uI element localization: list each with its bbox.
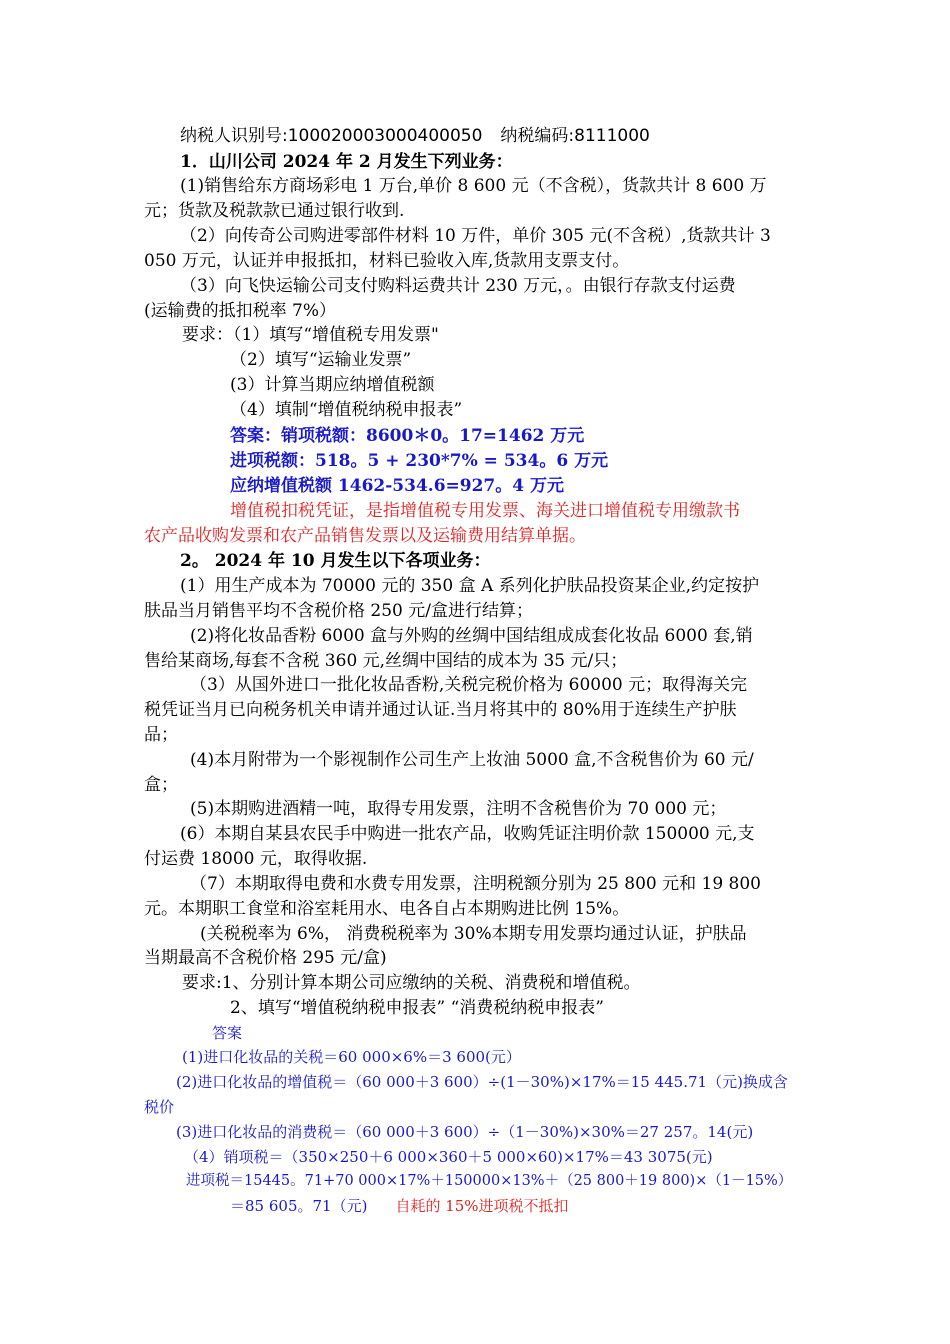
q2-title: 2。 2024 年 10 月发生以下各项业务：: [180, 551, 491, 571]
q2-item8-line2: 当期最高不含税价格 295 元/盒): [144, 948, 387, 968]
q1-item3-line1: （3）向飞快运输公司支付购料运费共计 230 万元，。由银行存款支付运费: [180, 276, 736, 296]
q2-answer-input-tax: 进项税＝15445。71+70 000×17%＋150000×13%＋（25 800＋19 800)×（1－15%）: [186, 1173, 793, 1189]
q2-requirement-2: 2、填写“增值税纳税申报表” “消费税纳税申报表”: [230, 998, 604, 1018]
q1-item1-line1: (1)销售给东方商场彩电 1 万台,单价 8 600 元（不含税），货款共计 8 600 万: [180, 176, 767, 196]
q2-answer-tariff: (1)进口化妆品的关税＝60 000×6%＝3 600(元）: [182, 1048, 521, 1066]
q2-item6-line2: 付运费 18000 元，取得收据.: [144, 849, 368, 869]
q2-answer-label: 答案: [212, 1024, 243, 1042]
q2-item3-line3: 品；: [144, 725, 178, 745]
q2-item4-line2: 盒；: [144, 775, 178, 795]
q2-answer-output-tax: （4）销项税＝（350×250＋6 000×360＋5 000×60)×17%＝43 3075(元): [184, 1148, 713, 1166]
q1-requirement-4: （4）填制“增值税纳税申报表”: [230, 400, 463, 420]
q2-answer-import-vat-line1: (2)进口化妆品的增值税＝（60 000＋3 600）÷(1－30%)×17%＝15 445.71（元)换成含: [176, 1073, 788, 1091]
q1-note-line2: 农产品收购发票和农产品销售发票以及运输费用结算单据。: [144, 526, 586, 546]
q2-item1-line2: 肤品当月销售平均不含税价格 250 元/盒进行结算；: [144, 601, 533, 621]
q1-requirement-2: （2）填写“运输业发票”: [230, 350, 412, 370]
q2-item7-line2: 元。本期职工食堂和浴室耗用水、电各自占本期购进比例 15%。: [144, 899, 630, 919]
q2-item1-line1: (1）用生产成本为 70000 元的 350 盒 A 系列化护肤品投资某企业,约定按护: [180, 576, 760, 596]
q2-item2-line1: (2)将化妆品香粉 6000 盒与外购的丝绸中国结组成成套化妆品 6000 套,销: [190, 626, 753, 646]
q2-answer-input-tax-result: ＝85 605。71（元): [230, 1197, 368, 1215]
q2-answer-input-tax-result-line: [230, 1195, 810, 1217]
q2-item5-line1: (5)本期购进酒精一吨，取得专用发票，注明不含税售价为 70 000 元；: [190, 799, 727, 819]
q2-item3-line2: 税凭证当月已向税务机关申请并通过认证.当月将其中的 80%用于连续生产护肤: [144, 700, 737, 720]
q2-requirement-1: 要求:1、分别计算本期公司应缴纳的关税、消费税和增值税。: [182, 973, 641, 993]
q1-note-line1: 增值税扣税凭证，是指增值税专用发票、海关进口增值税专用缴款书: [230, 501, 740, 521]
q2-item6-line1: (6）本期自某县农民手中购进一批农产品，收购凭证注明价款 150000 元,支: [180, 824, 755, 844]
q1-answer-input-tax: 进项税额：518。5 + 230*7% = 534。6 万元: [230, 451, 609, 471]
q2-item7-line1: （7）本期取得电费和水费专用发票，注明税额分别为 25 800 元和 19 800: [190, 874, 761, 894]
header-line: [180, 124, 810, 148]
q1-answer-vat-payable: 应纳增值税额 1462-534.6=927。4 万元: [230, 476, 564, 496]
taxpayer-id: 纳税人识别号:100020003000400050: [180, 126, 483, 146]
q1-item3-line2: (运输费的抵扣税率 7%）: [144, 301, 337, 321]
q1-title: 1．山川公司 2024 年 2 月发生下列业务：: [180, 152, 513, 172]
q1-item2-line1: （2）向传奇公司购进零部件材料 10 万件，单价 305 元(不含税）,货款共计 3: [180, 226, 771, 246]
q2-answer-consumption-tax: (3)进口化妆品的消费税＝（60 000＋3 600）÷（1－30%)×30%＝27 257。14(元): [176, 1123, 754, 1141]
q1-answer-output-tax: 答案：销项税额：8600＊0。17=1462 万元: [230, 426, 585, 446]
q2-item2-line2: 售给某商场,每套不含税 360 元,丝绸中国结的成本为 35 元/只；: [144, 651, 628, 671]
q2-item4-line1: (4)本月附带为一个影视制作公司生产上妆油 5000 盒,不含税售价为 60 元/: [190, 750, 754, 770]
q1-requirement-3: (3）计算当期应纳增值税额: [230, 375, 435, 395]
q1-requirement-1: 要求：（1）填写“增值税专用发票": [182, 325, 439, 345]
q2-item8-line1: (关税税率为 6%， 消费税税率为 30%本期专用发票均通过认证，护肤品: [200, 924, 747, 944]
tax-code: 纳税编码:8111000: [500, 126, 650, 146]
q1-item1-line2: 元；货款及税款款已通过银行收到.: [144, 201, 405, 221]
q2-item3-line1: （3）从国外进口一批化妆品香粉,关税完税价格为 60000 元；取得海关完: [190, 675, 748, 695]
q1-item2-line2: 050 万元，认证并申报抵扣，材料已验收入库,货款用支票支付。: [144, 251, 630, 271]
q2-answer-import-vat-line2: 税价: [144, 1098, 175, 1116]
q2-answer-self-use-note: 自耗的 15%进项税不抵扣: [395, 1197, 569, 1215]
